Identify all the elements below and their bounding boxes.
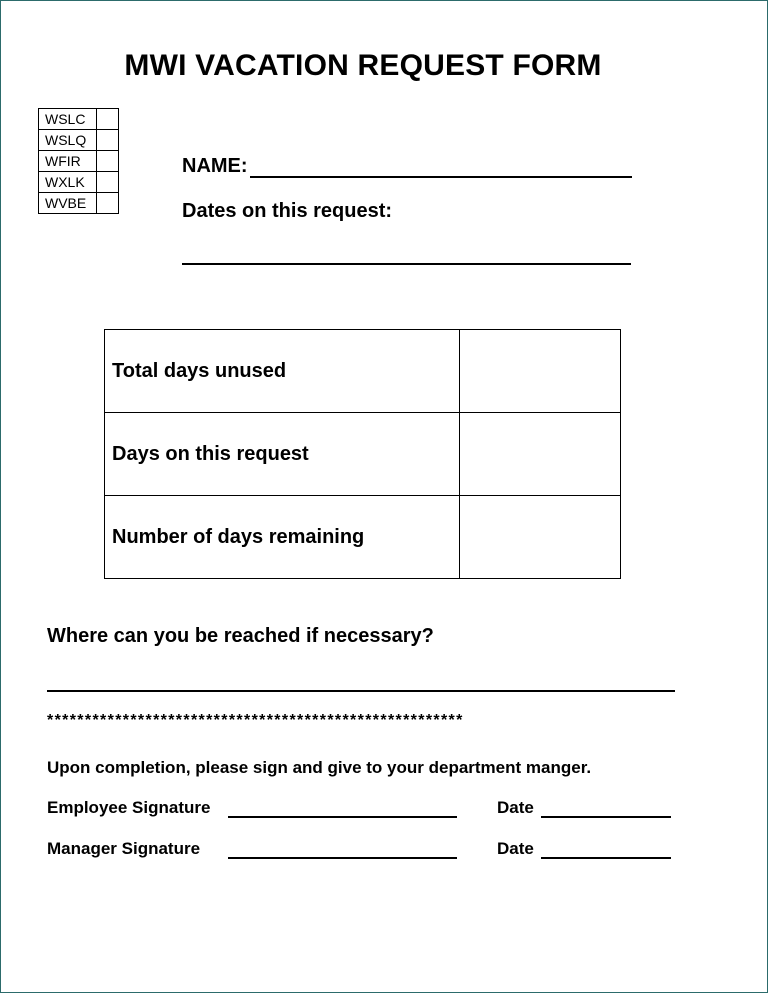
employee-date-label: Date (497, 798, 534, 817)
days-row-value[interactable] (460, 413, 621, 496)
code-label: WSLC (39, 109, 97, 130)
employee-date-line[interactable] (541, 816, 671, 818)
code-checkbox[interactable] (97, 193, 119, 214)
contact-question: Where can you be reached if necessary? (47, 625, 434, 647)
days-row-label: Days on this request (105, 413, 460, 496)
form-title: MWI VACATION REQUEST FORM (124, 49, 602, 82)
instructions-text: Upon completion, please sign and give to your department manger. (47, 758, 592, 777)
code-row (39, 109, 119, 130)
manager-date-label: Date (497, 839, 534, 858)
code-label: WFIR (39, 151, 97, 172)
employee-signature-label: Employee Signature (47, 798, 211, 817)
manager-signature-label: Manager Signature (47, 839, 201, 858)
dates-label: Dates on this request: (182, 200, 393, 222)
code-row (39, 130, 119, 151)
days-row-label: Total days unused (105, 330, 460, 413)
code-checkbox[interactable] (97, 151, 119, 172)
code-row (39, 151, 119, 172)
days-row-value[interactable] (460, 496, 621, 579)
days-row-value[interactable] (460, 330, 621, 413)
asterisk-separator: ******************************************************* (47, 712, 464, 729)
days-summary-table (104, 329, 621, 579)
code-checkbox[interactable] (97, 109, 119, 130)
days-row-label: Number of days remaining (105, 496, 460, 579)
code-label: WVBE (39, 193, 97, 214)
code-checkbox[interactable] (97, 130, 119, 151)
code-row (39, 172, 119, 193)
location-code-table (38, 108, 119, 214)
dates-blank-line[interactable] (182, 263, 631, 265)
code-label: WXLK (39, 172, 97, 193)
contact-blank-line[interactable] (47, 690, 675, 692)
name-blank-line[interactable] (250, 156, 632, 178)
manager-signature-line[interactable] (228, 857, 457, 859)
days-row (105, 413, 621, 496)
name-field-row (182, 155, 632, 178)
employee-signature-line[interactable] (228, 816, 457, 818)
manager-date-line[interactable] (541, 857, 671, 859)
code-row (39, 193, 119, 214)
name-label: NAME: (182, 155, 248, 177)
code-label: WSLQ (39, 130, 97, 151)
days-row (105, 496, 621, 579)
days-row (105, 330, 621, 413)
code-checkbox[interactable] (97, 172, 119, 193)
